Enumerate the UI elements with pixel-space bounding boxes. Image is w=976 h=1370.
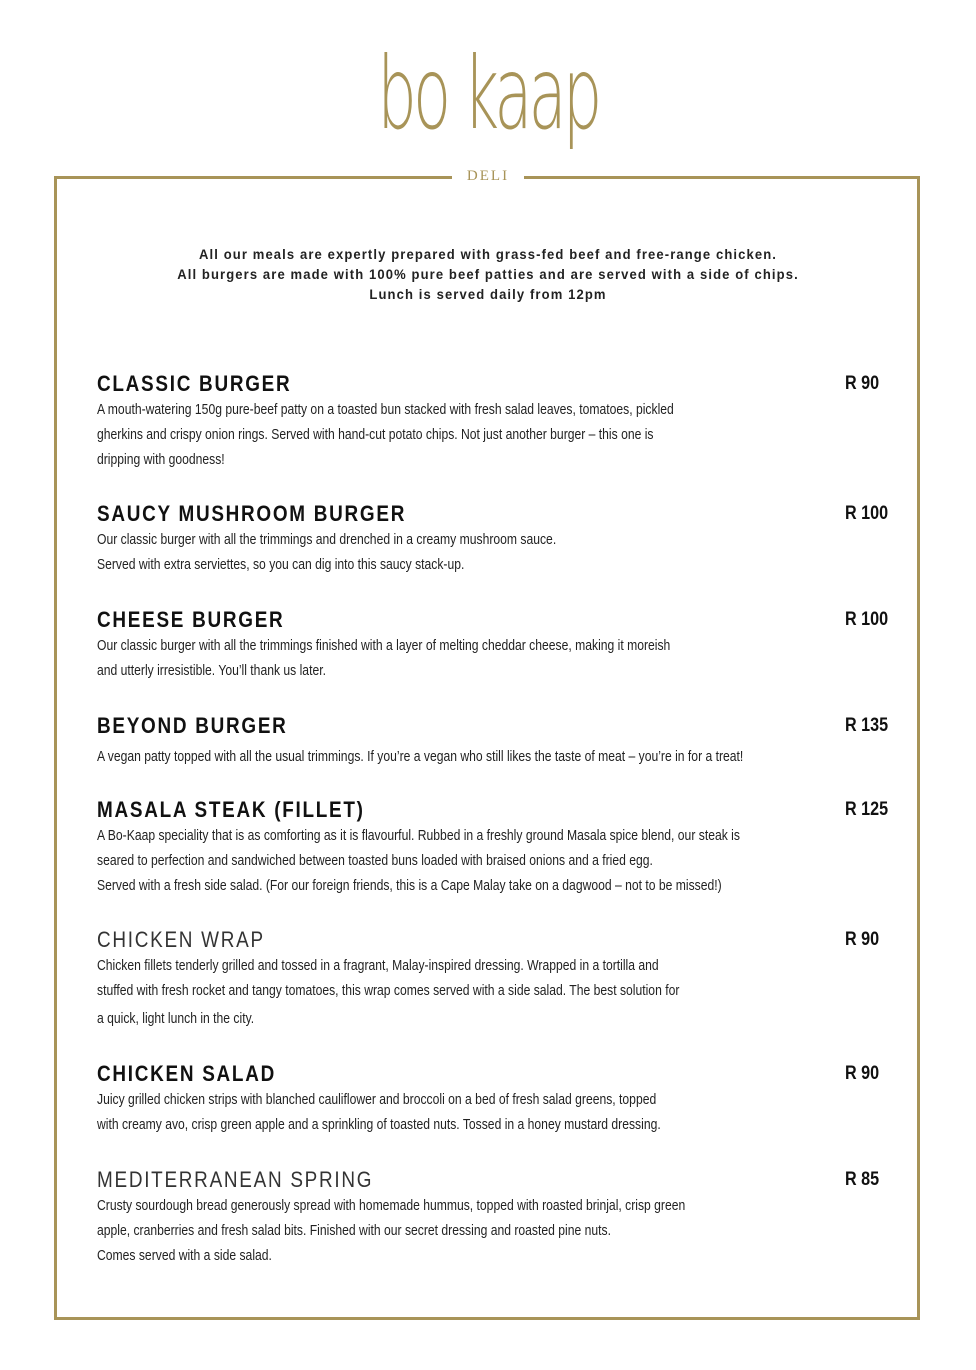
item-description xyxy=(97,744,745,769)
item-description xyxy=(97,1193,745,1268)
item-name: SAUCY MUSHROOM BURGER xyxy=(97,501,407,526)
item-price: R 90 xyxy=(845,929,880,950)
brand-logo: bo kaap xyxy=(377,35,599,152)
menu-item-classic-burger xyxy=(97,371,897,472)
desc-line: A mouth-watering 150g pure-beef patty on a toasted bun stacked with fresh salad leaves, tomatoes, pickled xyxy=(97,401,674,418)
intro-line: All our meals are expertly prepared with grass-fed beef and free-range chicken. xyxy=(198,246,778,262)
item-name: MEDITERRANEAN SPRING xyxy=(97,1167,374,1192)
menu-item-chicken-wrap xyxy=(97,927,897,1031)
intro-line: All burgers are made with 100% pure beef patties and are served with a side of chips. xyxy=(177,266,799,282)
item-name: CHICKEN WRAP xyxy=(97,927,265,952)
desc-line: Comes served with a side salad. xyxy=(97,1247,272,1264)
intro-text xyxy=(34,244,942,304)
item-price: R 135 xyxy=(845,715,889,736)
menu-item-cheese-burger xyxy=(97,607,897,683)
menu-item-mediterranean-spring xyxy=(97,1167,897,1268)
menu-item-beyond-burger xyxy=(97,713,897,769)
desc-line: Chicken fillets tenderly grilled and tossed in a fragrant, Malay-inspired dressing. Wrapped in a tortilla and xyxy=(97,957,659,974)
desc-line: Served with a fresh side salad. (For our foreign friends, this is a Cape Malay take on a dagwood – not to be missed!) xyxy=(97,877,722,894)
desc-line: Crusty sourdough bread generously spread with homemade hummus, topped with roasted brinjal, crisp green xyxy=(97,1197,686,1214)
desc-line: Our classic burger with all the trimmings finished with a layer of melting cheddar cheese, making it moreish xyxy=(97,637,671,654)
item-price: R 100 xyxy=(845,609,889,630)
item-description xyxy=(97,527,745,577)
item-description xyxy=(97,953,745,1031)
item-price: R 90 xyxy=(845,1063,880,1084)
item-name: MASALA STEAK (FILLET) xyxy=(97,797,365,822)
desc-line: a quick, light lunch in the city. xyxy=(97,1010,255,1027)
desc-line: A vegan patty topped with all the usual trimmings. If you’re a vegan who still likes the taste of meat – you’re in for a treat! xyxy=(97,748,744,765)
desc-line: seared to perfection and sandwiched between toasted buns loaded with braised onions and a fried egg. xyxy=(97,852,653,869)
item-description xyxy=(97,823,745,898)
item-description xyxy=(97,633,745,683)
desc-line: dripping with goodness! xyxy=(97,451,225,468)
desc-line: A Bo-Kaap speciality that is as comforting as it is flavourful. Rubbed in a freshly ground Masala spice blend, our steak is xyxy=(97,827,740,844)
menu-item-chicken-salad xyxy=(97,1061,897,1137)
item-price: R 85 xyxy=(845,1169,880,1190)
brand-subtitle: DELI xyxy=(452,168,524,185)
item-name: CHEESE BURGER xyxy=(97,607,285,632)
menu-item-masala-steak xyxy=(97,797,897,898)
item-name: CLASSIC BURGER xyxy=(97,371,292,396)
desc-line: gherkins and crispy onion rings. Served with hand-cut potato chips. Not just another burger – this one is xyxy=(97,426,654,443)
item-price: R 90 xyxy=(845,373,880,394)
desc-line: apple, cranberries and fresh salad bits. Finished with our secret dressing and roasted pine nuts. xyxy=(97,1222,611,1239)
desc-line: Juicy grilled chicken strips with blanched cauliflower and broccoli on a bed of fresh salad greens, topped xyxy=(97,1091,657,1108)
desc-line: Our classic burger with all the trimmings and drenched in a creamy mushroom sauce. xyxy=(97,531,557,548)
desc-line: Served with extra serviettes, so you can dig into this saucy stack-up. xyxy=(97,556,465,573)
item-description xyxy=(97,1087,745,1137)
item-price: R 100 xyxy=(845,503,889,524)
desc-line: and utterly irresistible. You’ll thank us later. xyxy=(97,662,326,679)
item-name: CHICKEN SALAD xyxy=(97,1061,276,1086)
item-name: BEYOND BURGER xyxy=(97,713,288,738)
item-description xyxy=(97,397,745,472)
menu-item-saucy-mushroom-burger xyxy=(97,501,897,577)
intro-line: Lunch is served daily from 12pm xyxy=(369,286,607,302)
desc-line: stuffed with fresh rocket and tangy tomatoes, this wrap comes served with a side salad. The best solution for xyxy=(97,982,680,999)
desc-line: with creamy avo, crisp green apple and a sprinkling of toasted nuts. Tossed in a honey mustard dressing. xyxy=(97,1116,661,1133)
item-price: R 125 xyxy=(845,799,889,820)
